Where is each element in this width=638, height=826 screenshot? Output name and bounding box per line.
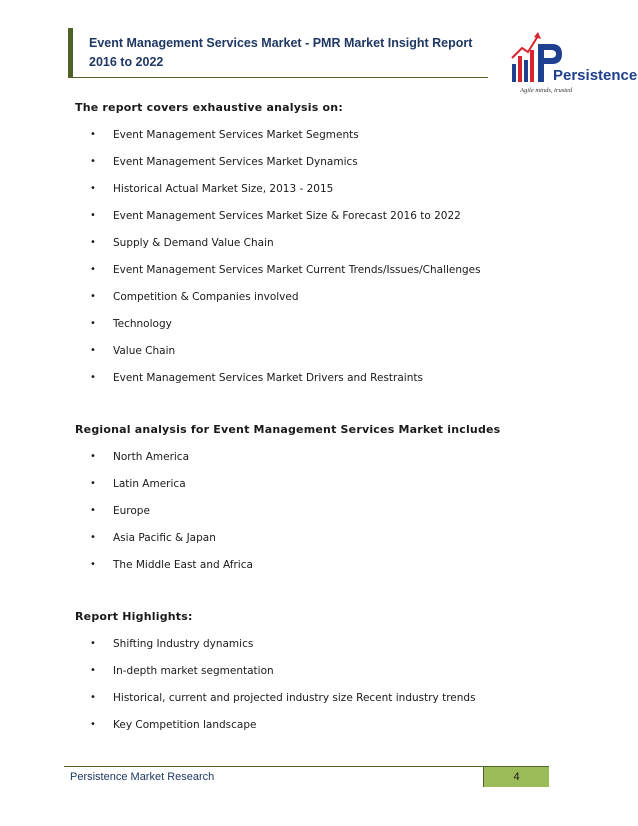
list-item-text: Event Management Services Market Dynamics xyxy=(113,156,358,168)
logo-tagline: Agile minds, trusted xyxy=(520,87,573,94)
list-item xyxy=(75,557,575,573)
list-item-text: Competition & Companies involved xyxy=(113,291,299,303)
coverage-section-title: The report covers exhaustive analysis on: xyxy=(75,101,343,114)
page-number: 4 xyxy=(483,767,549,787)
regional-list xyxy=(75,449,575,573)
highlights-section-title: Report Highlights: xyxy=(75,610,193,623)
regional-section xyxy=(75,422,575,573)
list-item xyxy=(75,476,575,492)
list-item-text: Event Management Services Market Current Trends/Issues/Challenges xyxy=(113,264,481,276)
bullet-icon: • xyxy=(90,665,96,676)
list-item xyxy=(75,154,575,170)
logo-brand-text: Persistence xyxy=(553,67,638,84)
report-title-line-2: 2016 to 2022 xyxy=(89,55,164,69)
list-item xyxy=(75,449,575,465)
bullet-icon: • xyxy=(90,559,96,570)
bullet-icon: • xyxy=(90,719,96,730)
regional-section-title: Regional analysis for Event Management Services Market includes xyxy=(75,423,501,436)
bullet-icon: • xyxy=(90,451,96,462)
list-item-text: Historical, current and projected industry size Recent industry trends xyxy=(113,692,476,704)
bullet-icon: • xyxy=(90,532,96,543)
bullet-icon: • xyxy=(90,156,96,167)
list-item-text: Technology xyxy=(113,318,172,330)
bullet-icon: • xyxy=(90,183,96,194)
list-item xyxy=(75,181,575,197)
list-item xyxy=(75,235,575,251)
list-item-text: Value Chain xyxy=(113,345,176,357)
list-item-text: Latin America xyxy=(113,478,186,490)
bullet-icon: • xyxy=(90,692,96,703)
list-item-text: Event Management Services Market Size & Forecast 2016 to 2022 xyxy=(113,210,461,222)
list-item-text: North America xyxy=(113,451,190,463)
list-item xyxy=(75,370,575,386)
bullet-icon: • xyxy=(90,638,96,649)
list-item-text: Key Competition landscape xyxy=(113,719,257,731)
list-item xyxy=(75,289,575,305)
list-item xyxy=(75,663,575,679)
list-item xyxy=(75,690,575,706)
bullet-icon: • xyxy=(90,264,96,275)
bullet-icon: • xyxy=(90,291,96,302)
persistence-logo-icon xyxy=(508,26,638,96)
list-item xyxy=(75,717,575,733)
bullet-icon: • xyxy=(90,372,96,383)
highlights-list xyxy=(75,636,575,733)
list-item-text: The Middle East and Africa xyxy=(113,559,253,571)
list-item xyxy=(75,262,575,278)
list-item-text: Supply & Demand Value Chain xyxy=(113,237,274,249)
list-item-text: Historical Actual Market Size, 2013 - 2015 xyxy=(113,183,334,195)
list-item xyxy=(75,343,575,359)
list-item-text: In-depth market segmentation xyxy=(113,665,274,677)
bullet-icon: • xyxy=(90,478,96,489)
bullet-icon: • xyxy=(90,237,96,248)
bullet-icon: • xyxy=(90,318,96,329)
bullet-icon: • xyxy=(90,505,96,516)
bullet-icon: • xyxy=(90,345,96,356)
list-item xyxy=(75,127,575,143)
list-item-text: Europe xyxy=(113,505,150,517)
main-content xyxy=(75,100,575,733)
report-title-line-1: Event Management Services Market - PMR Market Insight Report xyxy=(89,36,473,50)
list-item xyxy=(75,636,575,652)
document-header xyxy=(68,28,488,78)
list-item xyxy=(75,316,575,332)
bullet-icon: • xyxy=(90,129,96,140)
footer-company-name: Persistence Market Research xyxy=(70,771,215,783)
coverage-list xyxy=(75,127,575,386)
bullet-icon: • xyxy=(90,210,96,221)
persistence-logo xyxy=(508,26,638,96)
coverage-section xyxy=(75,100,575,386)
document-footer xyxy=(64,766,549,787)
list-item-text: Event Management Services Market Segments xyxy=(113,129,359,141)
highlights-section xyxy=(75,609,575,733)
list-item-text: Event Management Services Market Drivers and Restraints xyxy=(113,372,423,384)
list-item xyxy=(75,208,575,224)
list-item-text: Shifting Industry dynamics xyxy=(113,638,254,650)
list-item xyxy=(75,530,575,546)
list-item xyxy=(75,503,575,519)
list-item-text: Asia Pacific & Japan xyxy=(113,532,216,544)
